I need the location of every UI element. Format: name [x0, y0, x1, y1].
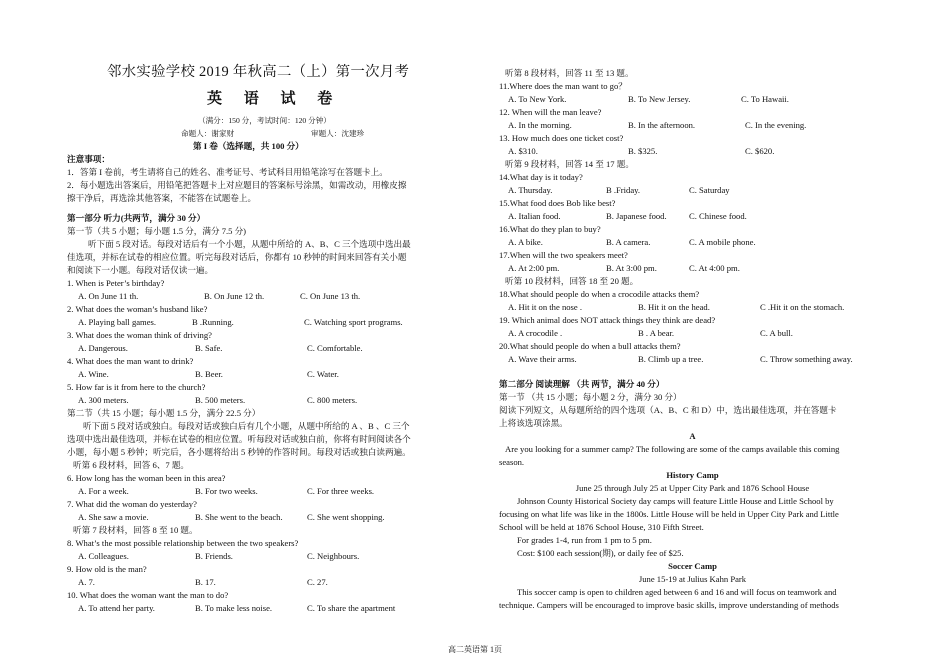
option: A. A crocodile . — [508, 328, 563, 338]
question: 2. What does the woman’s husband like? — [67, 304, 208, 314]
option: C. Watching sport programs. — [304, 317, 403, 327]
question: 17.When will the two speakers meet? — [499, 250, 628, 260]
material-note: 听第 7 段材料，回答 8 至 10 题。 — [73, 525, 198, 535]
instruction-line: 上将该选项涂黑。 — [499, 418, 568, 428]
option: C. A bull. — [760, 328, 793, 338]
option: A. 300 meters. — [78, 395, 129, 405]
exam-subtitle: 英 语 试 卷 — [207, 91, 342, 107]
option: A. Colleagues. — [78, 551, 129, 561]
option: B . A bear. — [638, 328, 675, 338]
instruction-line: 和阅读下一小题。每段对话仅读一遍。 — [67, 265, 214, 275]
option: A. For a week. — [78, 486, 129, 496]
instruction-line: 选项中选出最佳选项，并标在试卷的相应位置。听每段对话或独白前，你将有时间阅读各个 — [67, 434, 411, 444]
option: C. Water. — [307, 369, 339, 379]
option: A. A bike. — [508, 237, 543, 247]
option: B. In the afternoon. — [628, 120, 696, 130]
passage-text: For grades 1-4, run from 1 pm to 5 pm. — [517, 535, 652, 545]
material-note: 听第 9 段材料，回答 14 至 17 题。 — [505, 159, 634, 169]
question: 8. What’s the most possible relationship between the two speakers? — [67, 538, 299, 548]
passage-text: Johnson County Historical Society day camps will feature Little House and Little School by — [517, 496, 834, 506]
page-footer: 高二英语第 1页 — [448, 645, 502, 654]
passage-label: A — [689, 431, 696, 441]
passage-text: focusing on what life was like in the 1800s. Little House will be held in Upper City Park and Little — [499, 509, 839, 519]
option: B. On June 12 th. — [204, 291, 265, 301]
setter: 命题人：谢家财 — [181, 129, 235, 138]
section-title: 第二节（共 15 小题；每小题 1.5 分，满分 22.5 分） — [67, 408, 261, 418]
option: C .Hit it on the stomach. — [760, 302, 845, 312]
camp-title: Soccer Camp — [668, 561, 717, 571]
instruction-line: 听下面 5 段对话。每段对话后有一个小题，从题中所给的 A、B、C 三个选项中选出最 — [88, 239, 411, 249]
question: 14.What day is it today? — [499, 172, 583, 182]
reviewer: 审题人：沈建珍 — [311, 129, 365, 138]
section-title: 第一节（共 5 小题；每小题 1.5 分，满分 7.5 分) — [67, 226, 247, 236]
passage-text: Are you looking for a summer camp? The following are some of the camps available this coming — [505, 444, 840, 454]
question: 3. What does the woman think of driving? — [67, 330, 212, 340]
question: 9. How old is the man? — [67, 564, 147, 574]
option: C. Neighbours. — [307, 551, 360, 561]
question: 19. Which animal does NOT attack things they think are dead? — [499, 315, 716, 325]
option: A. Hit it on the nose . — [508, 302, 582, 312]
option: A. $310. — [508, 146, 538, 156]
option: C. To Hawaii. — [741, 94, 789, 104]
question: 20.What should people do when a bull attacks them? — [499, 341, 681, 351]
note-line: 擦干净后，再选涂其他答案，不能答在试题卷上。 — [67, 193, 257, 203]
material-note: 听第 10 段材料，回答 18 至 20 题。 — [505, 276, 639, 286]
question: 11.Where does the man want to go？ — [499, 81, 627, 91]
option: A. Italian food. — [508, 211, 561, 221]
option: B. A camera. — [606, 237, 651, 247]
option: C. Throw something away. — [760, 354, 853, 364]
question: 18.What should people do when a crocodile attacks them? — [499, 289, 700, 299]
question: 12. When will the man leave? — [499, 107, 602, 117]
option: B. Japanese food. — [606, 211, 667, 221]
passage-text: Cost: $100 each session(期), or daily fee of $25. — [517, 548, 684, 558]
part1-title: 第一部分 听力(共两节，满分 30 分） — [67, 213, 206, 223]
exam-title: 邻水实验学校 2019 年秋高二（上）第一次月考 — [107, 64, 410, 80]
passage-text: season. — [499, 457, 525, 467]
option: C. 800 meters. — [307, 395, 358, 405]
option: C. A mobile phone. — [689, 237, 756, 247]
option: B. For two weeks. — [195, 486, 258, 496]
option: B. 500 meters. — [195, 395, 246, 405]
question: 15.What food does Bob like best? — [499, 198, 616, 208]
question: 13. How much does one ticket cost? — [499, 133, 624, 143]
notes-heading: 注意事项： — [67, 154, 110, 164]
instruction-line: 阅读下列短文，从每题所给的四个选项（A、B、C 和 D）中，选出最佳选项，并在答题卡 — [499, 405, 837, 415]
option: C. $620. — [745, 146, 775, 156]
camp-title: History Camp — [666, 470, 719, 480]
option: A. To New York. — [508, 94, 567, 104]
note-line: 2．每小题选出答案后，用铅笔把答题卡上对应题目的答案标号涂黑，如需改动，用橡皮擦 — [67, 180, 407, 190]
option: B. $325. — [628, 146, 658, 156]
option: C. Saturday — [689, 185, 730, 195]
option: C. Comfortable. — [307, 343, 363, 353]
volume-heading: 第 I 卷（选择题，共 100 分） — [193, 141, 304, 151]
option: A. 7. — [78, 577, 95, 587]
option: A. Thursday. — [508, 185, 553, 195]
instruction-line: 小题，每小题 5 秒钟；听完后，各小题将给出 5 秒钟的作答时间。每段对话或独白读两遍。 — [67, 447, 411, 457]
option: A. Wave their arms. — [508, 354, 577, 364]
material-note: 听第 6 段材料，回答 6、7 题。 — [73, 460, 190, 470]
question: 1. When is Peter’s birthday? — [67, 278, 165, 288]
option: A. She saw a movie. — [78, 512, 149, 522]
option: B. At 3:00 pm. — [606, 263, 657, 273]
question: 5. How far is it from here to the church? — [67, 382, 206, 392]
question: 16.What do they plan to buy? — [499, 224, 601, 234]
option: A. Wine. — [78, 369, 109, 379]
option: C. Chinese food. — [689, 211, 747, 221]
passage-text: School will be held at 1876 School House, 310 Fifth Street. — [499, 522, 704, 532]
option: B. Hit it on the head. — [638, 302, 710, 312]
option: C. To share the apartment — [307, 603, 396, 613]
option: A. At 2:00 pm. — [508, 263, 560, 273]
question: 6. How long has the woman been in this area? — [67, 473, 226, 483]
passage-text: This soccer camp is open to children aged between 6 and 16 and will focus on teamwork and — [517, 587, 837, 597]
option: B. Climb up a tree. — [638, 354, 704, 364]
option: C. At 4:00 pm. — [689, 263, 740, 273]
option: C. For three weeks. — [307, 486, 375, 496]
instruction-line: 听下面 5 段对话或独白。每段对话或独白后有几个小题，从题中所给的 A 、B 、C 三个 — [83, 421, 410, 431]
option: A. On June 11 th. — [78, 291, 139, 301]
part2-title: 第二部分 阅读理解 （共 两节，满分 40 分） — [499, 379, 665, 389]
option: B. She went to the beach. — [195, 512, 283, 522]
option: B .Running. — [192, 317, 234, 327]
option: C. 27. — [307, 577, 328, 587]
option: B. Safe. — [195, 343, 223, 353]
note-line: 1．答第 I 卷前，考生请将自己的姓名、准考证号、考试科目用铅笔涂写在答题卡上。 — [67, 167, 388, 177]
option: B. To make less noise. — [195, 603, 273, 613]
option: A. Dangerous. — [78, 343, 128, 353]
option: B. To New Jersey. — [628, 94, 691, 104]
camp-when: June 15-19 at Julius Kahn Park — [638, 574, 747, 584]
option: C. She went shopping. — [307, 512, 385, 522]
option: B. Friends. — [195, 551, 233, 561]
option: C. In the evening. — [745, 120, 807, 130]
score-time: （满分：150 分，考试时间：120 分钟） — [198, 116, 331, 125]
option: A. To attend her party. — [78, 603, 155, 613]
camp-when: June 25 through July 25 at Upper City Park and 1876 School House — [575, 483, 810, 493]
option: B. 17. — [195, 577, 216, 587]
option: A. In the morning. — [508, 120, 572, 130]
question: 10. What does the woman want the man to do? — [67, 590, 229, 600]
option: B. Beer. — [195, 369, 223, 379]
option: B .Friday. — [606, 185, 641, 195]
question: 4. What does the man want to drink? — [67, 356, 194, 366]
material-note: 听第 8 段材料，回答 11 至 13 题。 — [505, 68, 634, 78]
instruction-line: 佳选项，并标在试卷的相应位置。听完每段对话后，你都有 10 秒钟的时间来回答有关小题 — [67, 252, 407, 262]
passage-text: technique. Campers will be encouraged to improve basic skills, improve understanding of methods — [499, 600, 839, 610]
option: A. Playing ball games. — [78, 317, 157, 327]
option: C. On June 13 th. — [300, 291, 361, 301]
section-title: 第一节 （共 15 小题；每小题 2 分，满分 30 分） — [499, 392, 682, 402]
question: 7. What did the woman do yesterday? — [67, 499, 197, 509]
